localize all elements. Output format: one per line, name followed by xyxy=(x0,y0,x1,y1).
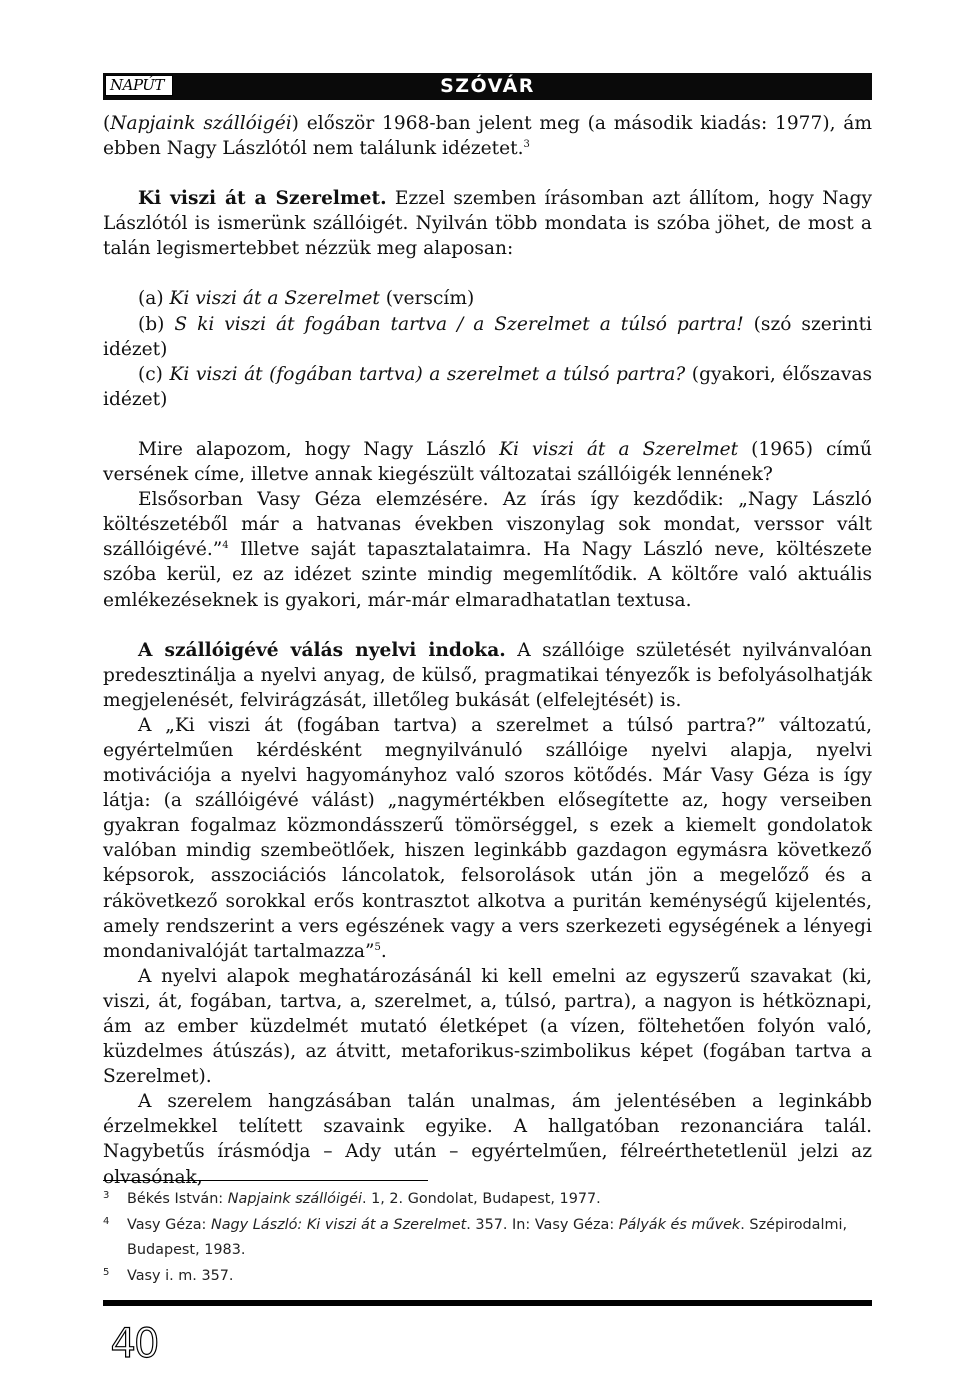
text-run: . 1, 2. Gondolat, Budapest, 1977. xyxy=(361,1191,601,1207)
section-title: SZÓVÁR xyxy=(440,75,535,97)
text-run: . xyxy=(380,940,387,962)
footnote-number: 3 xyxy=(103,1190,110,1201)
text-run: . 357. In: Vasy Géza: xyxy=(466,1216,619,1233)
footnote-text xyxy=(127,1268,234,1284)
page-header xyxy=(103,73,872,100)
italic-run: Ki viszi át a Szerelmet xyxy=(499,438,739,460)
text-run: A „Ki viszi át (fogában tartva) a szerelmet a túlsó partra?” változatú, egyértelműen kérdésként megnyilvánuló szállóige nyelvi alapja, nyelvi motivációja a nyelvi hagyományhoz való szoros kötődés. Már Vasy Géza is így látja: (a szállóigévé válást) „nagymértékben elősegítette az, hogy verseiben gyakran fogalmaz közmondásszerű tömörséggel, s ezek a kiemelt gondolatok valóban mindig szembeötlőek, hiszen leginkább gazdagon egymásra következő képsorok, asszociációs láncolatok, felsorolások után jön a megelőző és a rákövetkező sorokkal erős kontrasztot alkotva a puritán keménységű kijelentés, amely rendszerint a vers egészének vagy a vers szerkezeti egységének a lényegi mondanivalóját tartalmazza” xyxy=(103,714,872,962)
footnote-number: 4 xyxy=(103,1215,110,1227)
variant-c xyxy=(103,362,872,412)
text-run: (1965) című versének címe, illetve annak kiegészült változatai szállóigék lennének? xyxy=(103,438,872,486)
article-body xyxy=(103,111,872,1190)
italic-run: Ki viszi át (fogában tartva) a szerelmet a túlsó partra? xyxy=(169,363,686,385)
paragraph-elsosorban xyxy=(103,487,872,612)
text-run: Ezzel szemben írásomban azt állítom, hogy Nagy Lászlótól is ismerünk szállóigét. Nyilván több mondata is szóba jöhet, de most a talán legismertebbet nézzük meg alaposan: xyxy=(103,188,872,260)
footnote-5 xyxy=(103,1264,872,1290)
footnote-text xyxy=(127,1217,847,1259)
bold-run: Ki viszi át a Szerelmet. xyxy=(138,188,387,210)
footnote-ref: 4 xyxy=(222,540,229,552)
italic-run: Napjaink szállóigéi xyxy=(227,1191,362,1207)
paragraph-napjaink xyxy=(103,111,872,161)
footnote-ref: 3 xyxy=(523,138,530,150)
footnote-text xyxy=(127,1191,601,1207)
text-run: (c) xyxy=(138,363,170,385)
variant-a xyxy=(103,286,872,311)
italic-run: Pályák és művek xyxy=(618,1216,741,1233)
text-run: (gyakori, élőszavas idézet) xyxy=(103,363,872,410)
page-number xyxy=(103,1320,167,1364)
paragraph-nyelvi-alapok xyxy=(103,964,872,1089)
italic-run: S ki viszi át fogában tartva / a Szerelmet a túlsó partra! xyxy=(174,313,744,335)
text-run: ) először 1968-ban jelent meg (a második kiadás: 1977), ám ebben Nagy Lászlótól nem találunk idézetet. xyxy=(103,113,872,160)
text-run: (verscím) xyxy=(379,288,475,310)
italic-run: Ki viszi át a Szerelmet xyxy=(169,288,380,310)
text-run: Illetve saját tapasztalataimra. Ha Nagy László neve, költészete szóba kerül, ez az idézet szinte mindig megemlítődik. A költőre való aktuális emlékezéseknek is gyakori, már-már elmaradhatatlan textusa. xyxy=(103,539,872,611)
footnote-ref: 5 xyxy=(374,941,381,953)
journal-logo: NAPÚT xyxy=(105,75,173,96)
italic-run: Napjaink szállóigéi xyxy=(110,113,292,134)
text-run: (b) xyxy=(138,313,175,335)
text-run: . Szépirodalmi, Budapest, 1983. xyxy=(127,1216,848,1258)
paragraph-szerelem xyxy=(103,1089,872,1189)
text-run: Mire alapozom, hogy Nagy László xyxy=(138,438,500,460)
paragraph-nyelvi-indoka xyxy=(103,638,872,713)
bottom-rule xyxy=(103,1300,872,1306)
text-run: (szó szerinti idézet) xyxy=(103,313,873,360)
paragraph-ki-viszi-at xyxy=(103,186,872,261)
footnotes xyxy=(103,1187,872,1289)
bold-run: A szállóigévé válás nyelvi indoka. xyxy=(138,639,506,661)
variant-b xyxy=(103,312,872,362)
text-run: A szállóige születését nyilvánvalóan predesztinálja a nyelvi anyag, de külső, pragmatikai tényezők is befolyásolhatják megjelenését, felvirágzását, illetőleg bukását (elfelejtését) is. xyxy=(103,639,872,711)
text-run: ( xyxy=(103,113,111,134)
text-run: A szerelem hangzásában talán unalmas, ám jelentésében a leginkább érzelmekkel telített szavaink egyike. A hallgatóban rezonanciára talál. Nagybetűs írásmódja – Ady után – egyértelműen, félreérthetetlenül jelzi az olvasónak, xyxy=(103,1091,872,1188)
text-run: Vasy i. m. 357. xyxy=(127,1267,234,1284)
text-run: (a) xyxy=(138,288,170,310)
paragraph-valtozatu xyxy=(103,713,872,964)
footnote-3 xyxy=(103,1187,872,1213)
text-run: A nyelvi alapok meghatározásánál ki kell emelni az egyszerű szavakat (ki, viszi, át, fogában, tartva, a, szerelmet, a, túlsó, partra), a nagyon is hétköznapi, ám az ember küzdelmét mutató életképet (a vízen, föltehetően folyón való, küzdelmes átúszás), az átvitt, metaforikus-szimbolikus képet (fogában tartva a Szerelmet). xyxy=(103,965,872,1088)
page-number-text: 40 xyxy=(110,1321,158,1364)
footnote-number: 5 xyxy=(103,1266,110,1278)
text-run: Békés István: xyxy=(127,1191,228,1207)
paragraph-mire-alapozom xyxy=(103,437,872,487)
text-run: Elsősorban Vasy Géza elemzésére. Az írás így kezdődik: „Nagy László költészetéből már a hatvanas években viszonylag sok mondat, verssor vált szállóigévé.” xyxy=(103,489,872,561)
footnote-4 xyxy=(103,1213,872,1264)
italic-run: Nagy László: Ki viszi át a Szerelmet xyxy=(210,1216,467,1233)
text-run: Vasy Géza: xyxy=(127,1216,211,1233)
footnote-divider xyxy=(103,1180,428,1181)
